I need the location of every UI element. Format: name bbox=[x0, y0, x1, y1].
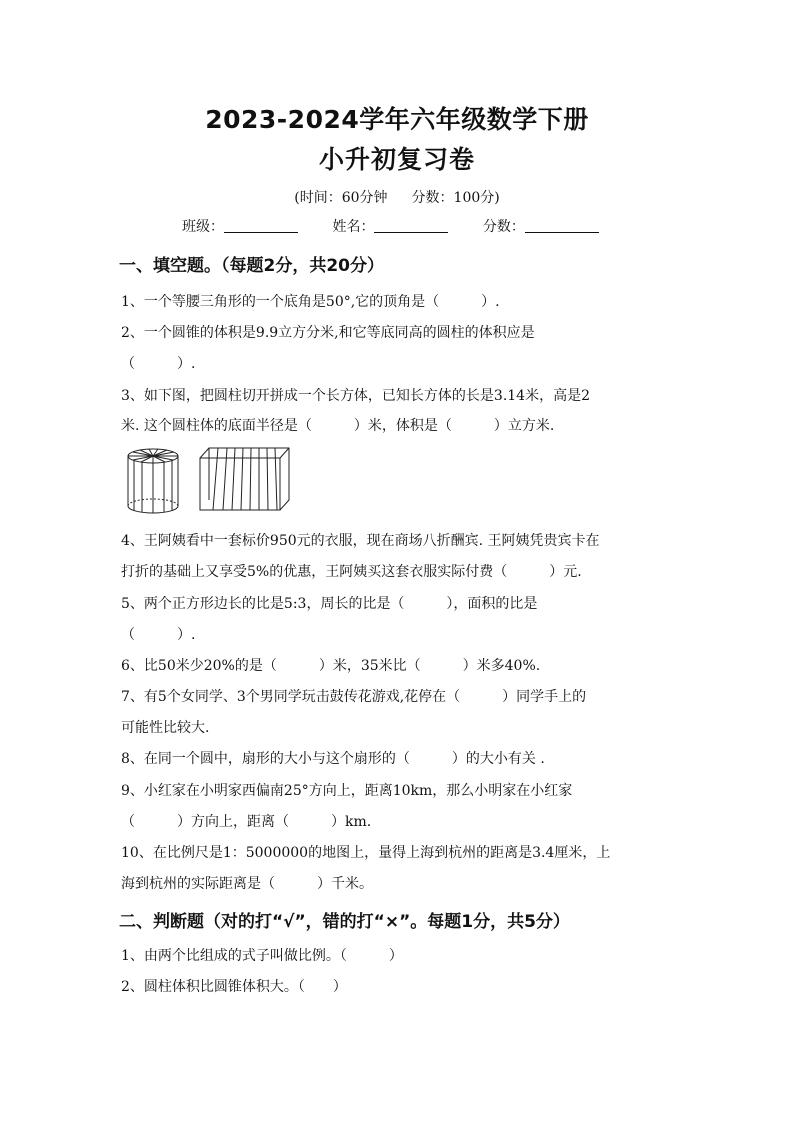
question-line: 打折的基础上又享受5%的优惠，王阿姨买这套衣服实际付费（ ）元. bbox=[121, 564, 582, 580]
question-line: 4、王阿姨看中一套标价950元的衣服，现在商场八折酬宾. 王阿姨凭贵宾卡在 bbox=[121, 533, 600, 549]
student-info-fields bbox=[182, 216, 629, 236]
question-line: 2、一个圆锥的体积是9.9立方分米,和它等底同高的圆柱的体积应是 bbox=[121, 325, 535, 341]
exam-info bbox=[0, 187, 794, 207]
section-fill-blank-title: 一、填空题。（每题2分，共20分） bbox=[119, 256, 384, 276]
score-info: 分数：100分) bbox=[411, 190, 500, 206]
name-field[interactable]: 姓名： bbox=[332, 216, 448, 236]
question-line: （ ）方向上，距离（ ）km. bbox=[121, 814, 372, 830]
judge-question-line: 2、圆柱体积比圆锥体积大。（ ） bbox=[121, 979, 347, 995]
question-line: 米. 这个圆柱体的底面半径是（ ）米，体积是（ ）立方米. bbox=[121, 418, 555, 434]
section-judge-title: 二、判断题（对的打“√”，错的打“×”。每题1分，共5分） bbox=[119, 912, 570, 932]
question-line: 5、两个正方形边长的比是5:3，周长的比是（ ），面积的比是 bbox=[121, 596, 538, 612]
class-field[interactable]: 班级： bbox=[182, 216, 298, 236]
question-line: 海到杭州的实际距离是（ ）千米。 bbox=[121, 876, 373, 892]
time-info: (时间：60分钟 bbox=[294, 190, 388, 206]
name-blank[interactable] bbox=[374, 218, 448, 233]
question-line: 9、小红家在小明家西偏南25°方向上，距离10km，那么小明家在小红家 bbox=[121, 783, 573, 799]
cuboid-shape bbox=[200, 448, 289, 510]
question-line: 8、在同一个圆中，扇形的大小与这个扇形的（ ）的大小有关 . bbox=[121, 751, 545, 767]
question-line: 6、比50米少20%的是（ ）米，35米比（ ）米多40%. bbox=[121, 658, 541, 674]
class-blank[interactable] bbox=[224, 218, 298, 233]
question-line: 3、如下图，把圆柱切开拼成一个长方体，已知长方体的长是3.14米，高是2 bbox=[121, 388, 590, 404]
exam-subtitle: 小升初复习卷 bbox=[318, 145, 475, 174]
cylinder-to-cuboid-figure bbox=[125, 446, 295, 516]
judge-question-line: 1、由两个比组成的式子叫做比例。（ ） bbox=[121, 948, 403, 964]
question-line: 可能性比较大. bbox=[121, 720, 210, 736]
exam-title: 2023-2024学年六年级数学下册 bbox=[205, 105, 589, 134]
question-line: 1、一个等腰三角形的一个底角是50°,它的顶角是（ ）. bbox=[121, 294, 500, 310]
question-line: （ ）. bbox=[121, 627, 196, 643]
score-field[interactable]: 分数： bbox=[483, 216, 599, 236]
cylinder-shape bbox=[128, 449, 178, 513]
question-line: （ ）. bbox=[121, 356, 196, 372]
question-line: 7、有5个女同学、3个男同学玩击鼓传花游戏,花停在（ ）同学手上的 bbox=[121, 689, 587, 705]
question-line: 10、在比例尺是1：5000000的地图上，量得上海到杭州的距离是3.4厘米，上 bbox=[121, 845, 611, 861]
score-blank[interactable] bbox=[525, 218, 599, 233]
